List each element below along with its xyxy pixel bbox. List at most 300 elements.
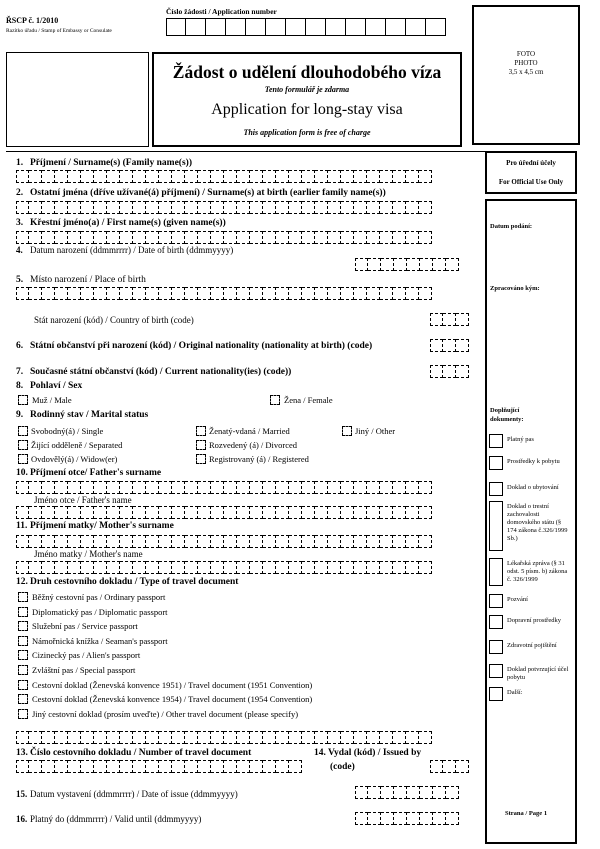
input-cell[interactable] (289, 201, 302, 214)
input-cell[interactable] (159, 561, 172, 574)
input-cell[interactable] (380, 506, 393, 519)
input-cell[interactable] (81, 731, 94, 744)
input-cell[interactable] (172, 731, 185, 744)
input-cell[interactable] (430, 365, 443, 378)
input-cell[interactable] (250, 201, 263, 214)
input-cell[interactable] (367, 201, 380, 214)
input-cell[interactable] (419, 201, 432, 214)
input-cell[interactable] (315, 535, 328, 548)
input-cell[interactable] (29, 535, 42, 548)
input-cell[interactable] (55, 760, 68, 773)
input-cell[interactable] (55, 731, 68, 744)
input-cell[interactable] (146, 481, 159, 494)
first-name-boxes[interactable] (16, 231, 432, 244)
input-cell[interactable] (68, 170, 81, 183)
input-cell[interactable] (393, 561, 406, 574)
input-cell[interactable] (159, 201, 172, 214)
input-cell[interactable] (355, 812, 368, 825)
input-cell[interactable] (198, 201, 211, 214)
input-cell[interactable] (133, 201, 146, 214)
input-cell[interactable] (420, 258, 433, 271)
input-cell[interactable] (276, 481, 289, 494)
input-cell[interactable] (172, 481, 185, 494)
input-cell[interactable] (289, 731, 302, 744)
input-cell[interactable] (237, 201, 250, 214)
input-cell[interactable] (407, 258, 420, 271)
input-cell[interactable] (29, 506, 42, 519)
input-cell[interactable] (94, 231, 107, 244)
input-cell[interactable] (263, 731, 276, 744)
input-cell[interactable] (16, 760, 29, 773)
input-cell[interactable] (224, 231, 237, 244)
input-cell[interactable] (393, 731, 406, 744)
input-cell[interactable] (16, 170, 29, 183)
sex-female-checkbox[interactable] (270, 395, 280, 405)
input-cell[interactable] (94, 561, 107, 574)
input-cell[interactable] (185, 201, 198, 214)
input-cell[interactable] (224, 731, 237, 744)
input-cell[interactable] (380, 535, 393, 548)
input-cell[interactable] (406, 481, 419, 494)
input-cell[interactable] (185, 731, 198, 744)
input-cell[interactable] (224, 481, 237, 494)
input-cell[interactable] (367, 287, 380, 300)
input-cell[interactable] (354, 561, 367, 574)
input-cell[interactable] (16, 731, 29, 744)
input-cell[interactable] (289, 535, 302, 548)
supporting-doc-checkbox[interactable] (489, 501, 503, 551)
input-cell[interactable] (68, 506, 81, 519)
supporting-doc-checkbox[interactable] (489, 456, 503, 470)
surname-at-birth-boxes[interactable] (16, 201, 432, 214)
input-cell[interactable] (289, 231, 302, 244)
supporting-doc-checkbox[interactable] (489, 558, 503, 586)
input-cell[interactable] (250, 535, 263, 548)
input-cell[interactable] (42, 760, 55, 773)
input-cell[interactable] (237, 287, 250, 300)
input-cell[interactable] (315, 170, 328, 183)
input-cell[interactable] (368, 786, 381, 799)
input-cell[interactable] (146, 731, 159, 744)
travel-doc-checkbox[interactable] (18, 636, 28, 646)
input-cell[interactable] (302, 506, 315, 519)
input-cell[interactable] (68, 535, 81, 548)
input-cell[interactable] (394, 812, 407, 825)
input-cell[interactable] (250, 287, 263, 300)
input-cell[interactable] (185, 760, 198, 773)
input-cell[interactable] (302, 170, 315, 183)
input-cell[interactable] (328, 535, 341, 548)
input-cell[interactable] (107, 535, 120, 548)
input-cell[interactable] (224, 760, 237, 773)
other-travel-doc-boxes[interactable] (16, 731, 432, 744)
input-cell[interactable] (185, 170, 198, 183)
travel-doc-checkbox[interactable] (18, 650, 28, 660)
input-cell[interactable] (133, 287, 146, 300)
input-cell[interactable] (419, 561, 432, 574)
input-cell[interactable] (211, 231, 224, 244)
input-cell[interactable] (276, 506, 289, 519)
input-cell[interactable] (354, 535, 367, 548)
input-cell[interactable] (120, 481, 133, 494)
input-cell[interactable] (354, 231, 367, 244)
input-cell[interactable] (237, 506, 250, 519)
input-cell[interactable] (211, 731, 224, 744)
input-cell[interactable] (367, 481, 380, 494)
input-cell[interactable] (341, 506, 354, 519)
input-cell[interactable] (29, 760, 42, 773)
input-cell[interactable] (237, 535, 250, 548)
input-cell[interactable] (289, 760, 302, 773)
input-cell[interactable] (406, 506, 419, 519)
input-cell[interactable] (81, 561, 94, 574)
input-cell[interactable] (354, 481, 367, 494)
input-cell[interactable] (185, 535, 198, 548)
travel-doc-checkbox[interactable] (18, 665, 28, 675)
input-cell[interactable] (237, 231, 250, 244)
input-cell[interactable] (224, 535, 237, 548)
travel-doc-number-boxes[interactable] (16, 760, 302, 773)
input-cell[interactable] (250, 481, 263, 494)
supporting-doc-checkbox[interactable] (489, 687, 503, 701)
father-name-boxes[interactable] (16, 506, 432, 519)
supporting-doc-checkbox[interactable] (489, 594, 503, 608)
input-cell[interactable] (406, 535, 419, 548)
marital-status-checkbox[interactable] (196, 426, 206, 436)
input-cell[interactable] (430, 760, 443, 773)
input-cell[interactable] (133, 170, 146, 183)
input-cell[interactable] (172, 561, 185, 574)
input-cell[interactable] (354, 506, 367, 519)
input-cell[interactable] (146, 201, 159, 214)
input-cell[interactable] (355, 786, 368, 799)
input-cell[interactable] (198, 731, 211, 744)
input-cell[interactable] (276, 561, 289, 574)
supporting-doc-checkbox[interactable] (489, 434, 503, 448)
sex-male-checkbox[interactable] (18, 395, 28, 405)
input-cell[interactable] (107, 287, 120, 300)
input-cell[interactable] (211, 506, 224, 519)
input-cell[interactable] (185, 561, 198, 574)
input-cell[interactable] (380, 287, 393, 300)
input-cell[interactable] (341, 535, 354, 548)
input-cell[interactable] (328, 170, 341, 183)
input-cell[interactable] (380, 481, 393, 494)
input-cell[interactable] (172, 201, 185, 214)
input-cell[interactable] (16, 561, 29, 574)
input-cell[interactable] (276, 760, 289, 773)
input-cell[interactable] (367, 170, 380, 183)
input-cell[interactable] (146, 231, 159, 244)
input-cell[interactable] (224, 170, 237, 183)
input-cell[interactable] (446, 258, 459, 271)
input-cell[interactable] (146, 561, 159, 574)
input-cell[interactable] (328, 561, 341, 574)
input-cell[interactable] (289, 170, 302, 183)
input-cell[interactable] (420, 812, 433, 825)
input-cell[interactable] (406, 561, 419, 574)
input-cell[interactable] (289, 481, 302, 494)
input-cell[interactable] (159, 481, 172, 494)
input-cell[interactable] (68, 731, 81, 744)
place-of-birth-boxes[interactable] (16, 287, 432, 300)
input-cell[interactable] (68, 561, 81, 574)
input-cell[interactable] (289, 287, 302, 300)
input-cell[interactable] (354, 170, 367, 183)
marital-status-checkbox[interactable] (196, 440, 206, 450)
input-cell[interactable] (68, 201, 81, 214)
marital-status-checkbox[interactable] (18, 426, 28, 436)
father-surname-boxes[interactable] (16, 481, 432, 494)
input-cell[interactable] (433, 786, 446, 799)
input-cell[interactable] (456, 313, 469, 326)
input-cell[interactable] (315, 231, 328, 244)
input-cell[interactable] (433, 812, 446, 825)
input-cell[interactable] (146, 760, 159, 773)
input-cell[interactable] (29, 287, 42, 300)
surname-boxes[interactable] (16, 170, 432, 183)
input-cell[interactable] (315, 201, 328, 214)
input-cell[interactable] (133, 760, 146, 773)
supporting-doc-checkbox[interactable] (489, 640, 503, 654)
input-cell[interactable] (224, 506, 237, 519)
input-cell[interactable] (29, 561, 42, 574)
input-cell[interactable] (328, 731, 341, 744)
input-cell[interactable] (315, 287, 328, 300)
input-cell[interactable] (406, 170, 419, 183)
input-cell[interactable] (430, 339, 443, 352)
input-cell[interactable] (42, 481, 55, 494)
input-cell[interactable] (456, 365, 469, 378)
input-cell[interactable] (393, 170, 406, 183)
input-cell[interactable] (381, 786, 394, 799)
input-cell[interactable] (328, 287, 341, 300)
input-cell[interactable] (211, 561, 224, 574)
input-cell[interactable] (107, 561, 120, 574)
input-cell[interactable] (81, 287, 94, 300)
input-cell[interactable] (407, 786, 420, 799)
input-cell[interactable] (443, 365, 456, 378)
input-cell[interactable] (302, 561, 315, 574)
input-cell[interactable] (367, 561, 380, 574)
input-cell[interactable] (237, 760, 250, 773)
input-cell[interactable] (68, 231, 81, 244)
input-cell[interactable] (302, 201, 315, 214)
input-cell[interactable] (94, 170, 107, 183)
input-cell[interactable] (55, 170, 68, 183)
input-cell[interactable] (406, 731, 419, 744)
supporting-doc-checkbox[interactable] (489, 664, 503, 678)
input-cell[interactable] (315, 731, 328, 744)
input-cell[interactable] (146, 506, 159, 519)
input-cell[interactable] (120, 170, 133, 183)
input-cell[interactable] (328, 231, 341, 244)
input-cell[interactable] (42, 561, 55, 574)
input-cell[interactable] (276, 287, 289, 300)
travel-doc-checkbox[interactable] (18, 694, 28, 704)
input-cell[interactable] (133, 231, 146, 244)
input-cell[interactable] (172, 760, 185, 773)
input-cell[interactable] (120, 731, 133, 744)
input-cell[interactable] (263, 535, 276, 548)
input-cell[interactable] (250, 170, 263, 183)
input-cell[interactable] (420, 786, 433, 799)
input-cell[interactable] (328, 201, 341, 214)
input-cell[interactable] (393, 231, 406, 244)
input-cell[interactable] (42, 231, 55, 244)
input-cell[interactable] (29, 731, 42, 744)
input-cell[interactable] (341, 287, 354, 300)
input-cell[interactable] (263, 760, 276, 773)
input-cell[interactable] (146, 535, 159, 548)
input-cell[interactable] (302, 231, 315, 244)
input-cell[interactable] (433, 258, 446, 271)
input-cell[interactable] (172, 287, 185, 300)
input-cell[interactable] (81, 535, 94, 548)
input-cell[interactable] (159, 535, 172, 548)
input-cell[interactable] (55, 201, 68, 214)
input-cell[interactable] (263, 481, 276, 494)
input-cell[interactable] (94, 535, 107, 548)
input-cell[interactable] (393, 287, 406, 300)
input-cell[interactable] (198, 287, 211, 300)
input-cell[interactable] (263, 201, 276, 214)
input-cell[interactable] (276, 170, 289, 183)
input-cell[interactable] (29, 481, 42, 494)
input-cell[interactable] (419, 535, 432, 548)
input-cell[interactable] (159, 506, 172, 519)
input-cell[interactable] (159, 760, 172, 773)
input-cell[interactable] (419, 170, 432, 183)
input-cell[interactable] (315, 481, 328, 494)
input-cell[interactable] (406, 287, 419, 300)
input-cell[interactable] (55, 506, 68, 519)
input-cell[interactable] (394, 786, 407, 799)
input-cell[interactable] (341, 481, 354, 494)
input-cell[interactable] (276, 535, 289, 548)
input-cell[interactable] (355, 258, 368, 271)
input-cell[interactable] (446, 812, 459, 825)
input-cell[interactable] (419, 506, 432, 519)
input-cell[interactable] (250, 561, 263, 574)
input-cell[interactable] (55, 561, 68, 574)
issued-by-boxes[interactable] (430, 760, 469, 773)
input-cell[interactable] (443, 313, 456, 326)
input-cell[interactable] (315, 506, 328, 519)
input-cell[interactable] (263, 561, 276, 574)
input-cell[interactable] (120, 535, 133, 548)
input-cell[interactable] (443, 760, 456, 773)
travel-doc-checkbox[interactable] (18, 709, 28, 719)
supporting-doc-checkbox[interactable] (489, 615, 503, 629)
input-cell[interactable] (263, 287, 276, 300)
input-cell[interactable] (263, 231, 276, 244)
input-cell[interactable] (276, 231, 289, 244)
input-cell[interactable] (341, 731, 354, 744)
input-cell[interactable] (367, 731, 380, 744)
input-cell[interactable] (380, 731, 393, 744)
input-cell[interactable] (133, 561, 146, 574)
mother-surname-boxes[interactable] (16, 535, 432, 548)
input-cell[interactable] (211, 481, 224, 494)
input-cell[interactable] (276, 201, 289, 214)
input-cell[interactable] (120, 561, 133, 574)
travel-doc-checkbox[interactable] (18, 680, 28, 690)
input-cell[interactable] (276, 731, 289, 744)
input-cell[interactable] (393, 201, 406, 214)
input-cell[interactable] (68, 481, 81, 494)
input-cell[interactable] (263, 170, 276, 183)
current-nationality-boxes[interactable] (430, 365, 469, 378)
input-cell[interactable] (172, 535, 185, 548)
input-cell[interactable] (172, 506, 185, 519)
input-cell[interactable] (368, 812, 381, 825)
input-cell[interactable] (289, 561, 302, 574)
input-cell[interactable] (94, 201, 107, 214)
input-cell[interactable] (367, 535, 380, 548)
input-cell[interactable] (16, 201, 29, 214)
input-cell[interactable] (380, 561, 393, 574)
input-cell[interactable] (159, 170, 172, 183)
input-cell[interactable] (407, 812, 420, 825)
input-cell[interactable] (159, 231, 172, 244)
input-cell[interactable] (419, 287, 432, 300)
input-cell[interactable] (107, 201, 120, 214)
input-cell[interactable] (341, 561, 354, 574)
input-cell[interactable] (354, 287, 367, 300)
date-of-issue-boxes[interactable] (355, 786, 459, 799)
input-cell[interactable] (94, 506, 107, 519)
input-cell[interactable] (55, 231, 68, 244)
marital-status-checkbox[interactable] (196, 454, 206, 464)
input-cell[interactable] (393, 506, 406, 519)
input-cell[interactable] (94, 731, 107, 744)
input-cell[interactable] (42, 506, 55, 519)
input-cell[interactable] (29, 231, 42, 244)
input-cell[interactable] (211, 287, 224, 300)
input-cell[interactable] (211, 170, 224, 183)
input-cell[interactable] (406, 201, 419, 214)
input-cell[interactable] (146, 287, 159, 300)
input-cell[interactable] (16, 231, 29, 244)
marital-status-checkbox[interactable] (18, 440, 28, 450)
input-cell[interactable] (198, 561, 211, 574)
input-cell[interactable] (381, 812, 394, 825)
input-cell[interactable] (302, 731, 315, 744)
input-cell[interactable] (263, 506, 276, 519)
marital-status-checkbox[interactable] (342, 426, 352, 436)
input-cell[interactable] (94, 287, 107, 300)
input-cell[interactable] (120, 231, 133, 244)
input-cell[interactable] (107, 760, 120, 773)
input-cell[interactable] (81, 481, 94, 494)
input-cell[interactable] (81, 170, 94, 183)
input-cell[interactable] (198, 506, 211, 519)
input-cell[interactable] (172, 170, 185, 183)
original-nationality-boxes[interactable] (430, 339, 469, 352)
input-cell[interactable] (315, 561, 328, 574)
input-cell[interactable] (16, 535, 29, 548)
input-cell[interactable] (211, 535, 224, 548)
input-cell[interactable] (198, 170, 211, 183)
travel-doc-checkbox[interactable] (18, 592, 28, 602)
input-cell[interactable] (94, 481, 107, 494)
input-cell[interactable] (42, 287, 55, 300)
input-cell[interactable] (393, 481, 406, 494)
input-cell[interactable] (456, 339, 469, 352)
input-cell[interactable] (55, 287, 68, 300)
input-cell[interactable] (55, 481, 68, 494)
